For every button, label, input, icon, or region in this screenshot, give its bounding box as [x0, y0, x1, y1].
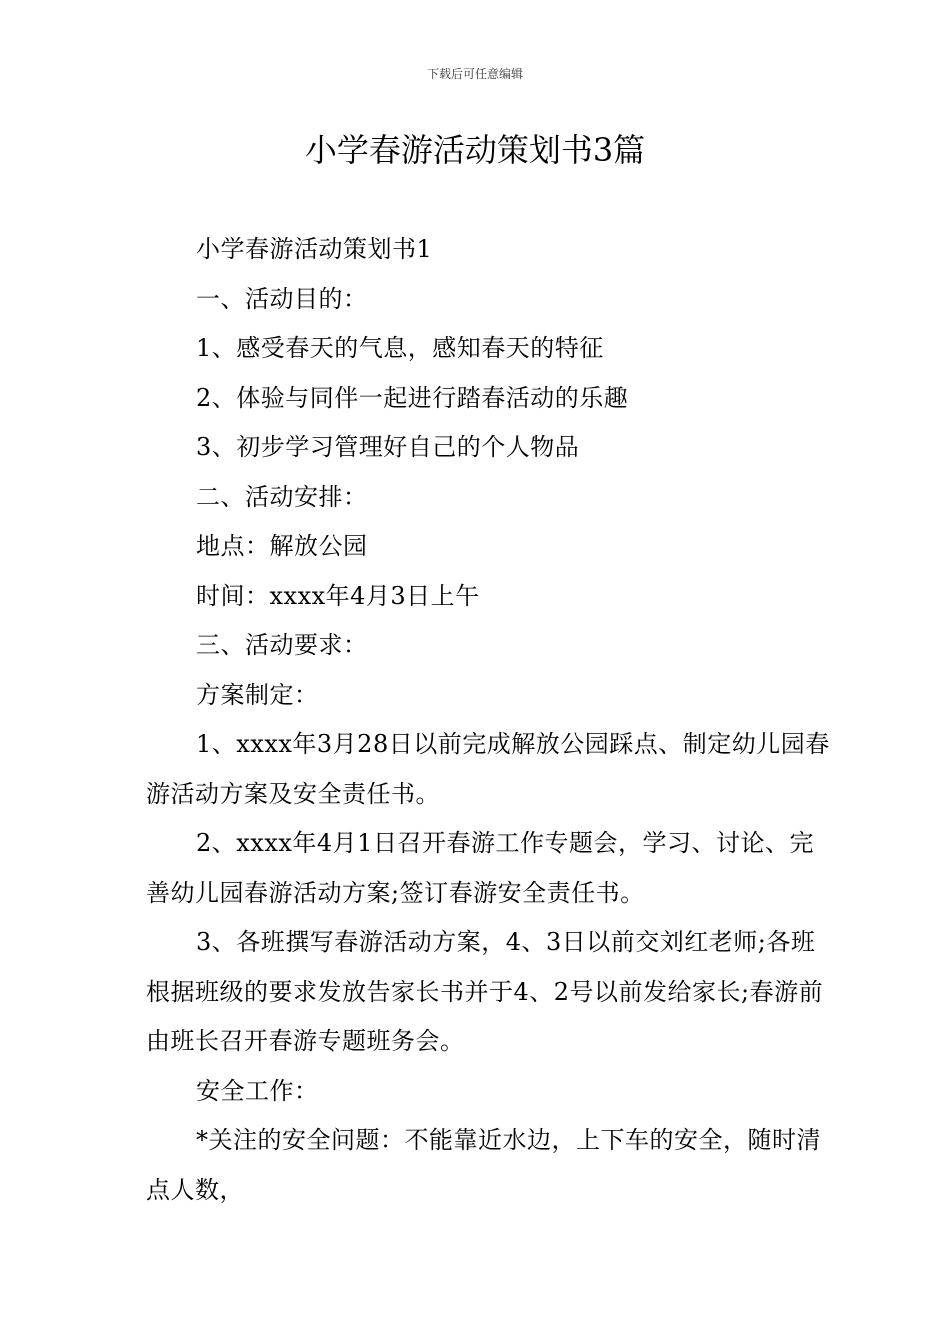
paragraph-heading-requirements: 三、活动要求： — [196, 631, 368, 659]
paragraph-purpose-2: 2、体验与同伴一起进行踏春活动的乐趣 — [196, 383, 629, 412]
paragraph-plan-heading: 方案制定： — [196, 680, 319, 709]
document-body — [146, 225, 831, 1215]
paragraph-purpose-3: 3、初步学习管理好自己的个人物品 — [196, 433, 580, 461]
paragraph-heading-arrangement: 二、活动安排： — [196, 482, 368, 511]
paragraph-purpose-1: 1、感受春天的气息，感知春天的特征 — [196, 334, 604, 362]
paragraph-plan-3: 3、各班撰写春游活动方案，4、3日以前交刘红老师;各班根据班级的要求发放告家长书并于4、2号以前发给家长;春游前由班长召开春游专题班务会。 — [146, 928, 824, 1055]
paragraph-time: 时间：xxxx年4月3日上午 — [196, 581, 480, 610]
paragraph-plan-2: 2、xxxx年4月1日召开春游工作专题会，学习、讨论、完善幼儿园春游活动方案;签订春游安全责任书。 — [146, 829, 814, 907]
paragraph-plan-1: 1、xxxx年3月28日以前完成解放公园踩点、制定幼儿园春游活动方案及安全责任书。 — [146, 730, 830, 808]
paragraph-safety-heading: 安全工作： — [196, 1076, 319, 1105]
document-title: 小学春游活动策划书3篇 — [304, 131, 646, 169]
paragraph-location: 地点：解放公园 — [196, 532, 368, 560]
header-note: 下载后可任意编辑 — [426, 67, 523, 81]
paragraph-safety-1: *关注的安全问题：不能靠近水边，上下车的安全，随时清点人数， — [146, 1126, 821, 1204]
paragraph-section-title: 小学春游活动策划书1 — [196, 235, 433, 263]
paragraph-heading-purpose: 一、活动目的： — [196, 284, 368, 313]
